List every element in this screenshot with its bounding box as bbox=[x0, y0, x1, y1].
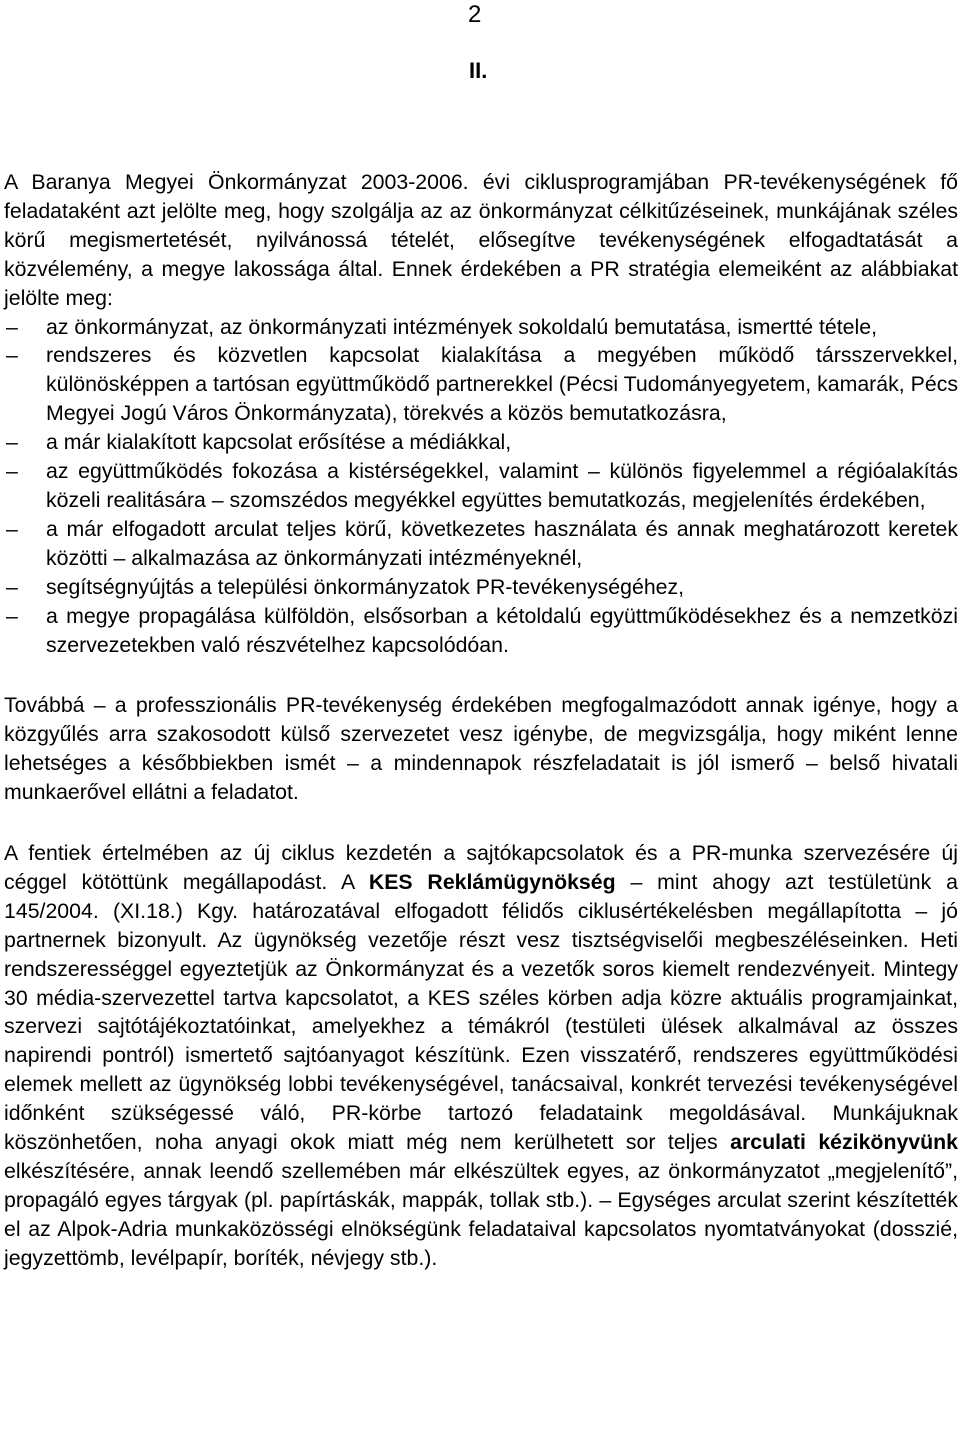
list-item bbox=[4, 341, 958, 428]
list-item bbox=[4, 428, 958, 457]
section-heading: II. bbox=[469, 58, 488, 83]
agency-paragraph bbox=[4, 839, 958, 1273]
list-item-text: az önkormányzat, az önkormányzati intézmények sokoldalú bemutatása, ismertté tétele, bbox=[46, 314, 877, 339]
list-item bbox=[4, 457, 958, 515]
dash-bullet: – bbox=[6, 603, 18, 628]
list-item-text: rendszeres és közvetlen kapcsolat kialakítása a megyében működő társszervekkel, különösképpen a tartósan együttműködő partnerekkel (Pécsi Tudományegyetem, kamarák, Pécs Megyei Jogú Város Önkormányzata), törekvés a közös bemutatkozásra, bbox=[46, 343, 958, 426]
list-item-text: a megye propagálása külföldön, elsősorban a kétoldalú együttműködésekhez és a nemzetközi szervezetekben való részvételhez kapcsolódóan. bbox=[46, 603, 958, 657]
list-item bbox=[4, 313, 958, 342]
dash-bullet: – bbox=[6, 459, 18, 484]
agency-name: KES Reklámügynökség bbox=[368, 869, 616, 894]
dash-bullet: – bbox=[6, 343, 18, 368]
list-item-text: a már elfogadott arculat teljes körű, következetes használata és annak meghatározott keretek közötti – alkalmazása az önkormányzati intézményeknél, bbox=[46, 516, 958, 570]
dash-bullet: – bbox=[6, 430, 18, 455]
dash-bullet: – bbox=[6, 516, 18, 541]
dash-bullet: – bbox=[6, 314, 18, 339]
list-item-text: segítségnyújtás a települési önkormányzatok PR-tevékenységéhez, bbox=[46, 574, 685, 599]
pr-strategy-list bbox=[4, 313, 958, 660]
agency-text-2: – mint ahogy azt testületünk a 145/2004. (XI.18.) Kgy. határozatával elfogadott félidős ciklusértékelésben megállapította – jó partnernek bizonyult. Az ügynökség vezetője részt vesz tisztségviselői megbeszéléseinken. Heti rendszerességgel egyeztetjük az Önkormányzat és a vezetők soros kiemelt rendezvényeit. Mintegy 30 média-szervezettel tartva kapcsolatot, a KES széles körben adja közre aktuális programjainkat, szervezi sajtótájékoztatóinkat, amelyekhez a témákról (testületi ülések alkalmával az összes napirendi pontról) ismertető sajtóanyagot készítünk. Ezen visszatérő, rendszeres együttműködési elemek mellett az ügynökség lobbi tevékenységével, tanácsaival, konkrét tervezési tevékenységével időnként szükségessé váló, PR-körbe tartozó feladataink megoldásával. Munkájuknak köszönhetően, noha anyagi okok miatt még nem kerülhetett sor teljes bbox=[4, 869, 958, 1155]
furthermore-paragraph: Továbbá – a professzionális PR-tevékenység érdekében megfogalmazódott annak igénye, hogy a közgyűlés arra szakosodott külső szervezetet vesz igénybe, de megvizsgálja, hogy miként lenne lehetséges a későbbiekben ismét – a mindennapok részfeladatait is jól ismerő – belső hivatali munkaerővel ellátni a feladatot. bbox=[4, 693, 958, 805]
list-item bbox=[4, 515, 958, 573]
list-item-text: a már kialakított kapcsolat erősítése a médiákkal, bbox=[46, 430, 512, 455]
list-item bbox=[4, 573, 958, 602]
list-item bbox=[4, 602, 958, 660]
intro-paragraph: A Baranya Megyei Önkormányzat 2003-2006. évi ciklusprogramjában PR-tevékenységének fő feladataként azt jelölte meg, hogy szolgálja az az önkormányzat célkitűzéseinek, munkájának széles körű megismertetését, nyilvánossá tételét, elősegítve tevékenységének elfogadtatását a közvélemény, a megye lakossága által. Ennek érdekében a PR stratégia elemeiként az alábbiakat jelölte meg: bbox=[4, 170, 958, 310]
dash-bullet: – bbox=[6, 574, 18, 599]
agency-text-1: A fentiek értelmében az új ciklus kezdetén a sajtókapcsolatok és a PR-munka szervezésére új céggel kötöttünk megállapodást. A bbox=[4, 841, 958, 894]
manual-name: arculati kézikönyvünk bbox=[730, 1130, 959, 1155]
page-number: 2 bbox=[468, 1, 482, 28]
agency-text-3: elkészítésére, annak leendő szellemében már elkészültek egyes, az önkormányzatot „megjelenítő”, propagáló egyes tárgyak (pl. papírtáskák, mappák, tollak stb.). – Egységes arculat szerint készítették el az Alpok-Adria munkaközösségi elnökségünk feladataival kapcsolatos nyomtatványokat (dosszié, jegyzettömb, levélpapír, boríték, névjegy stb.). bbox=[4, 1159, 958, 1270]
list-item-text: az együttműködés fokozása a kistérségekkel, valamint – különös figyelemmel a régióalakítás közeli realitására – szomszédos megyékkel együttes bemutatkozás, megjelenítés érdekében, bbox=[46, 459, 958, 512]
document-body bbox=[4, 168, 958, 1273]
